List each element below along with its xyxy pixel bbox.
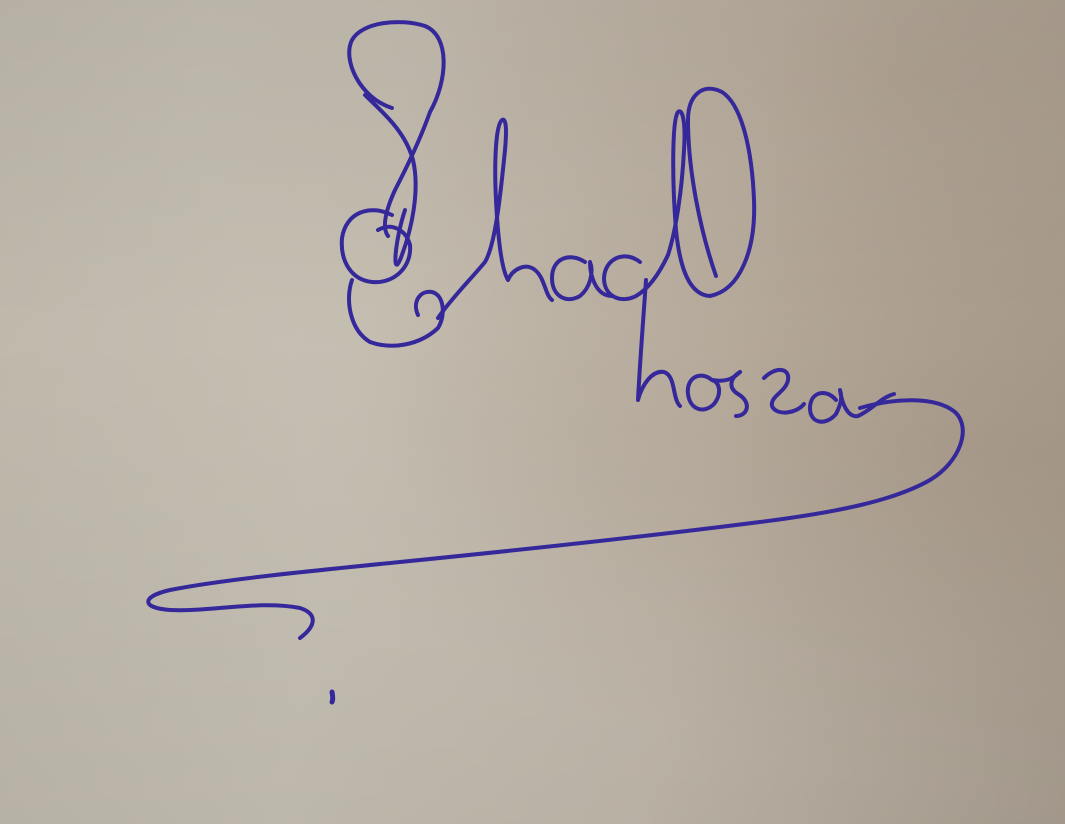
stroke-d-ascender [668, 89, 754, 296]
stroke-d-bowl [604, 255, 668, 299]
stroke-flourish [148, 400, 963, 638]
stroke-lower-loop [349, 280, 443, 346]
stroke-hossan-h [638, 280, 680, 406]
stroke-hossan-an [810, 390, 894, 422]
signature-ink [148, 22, 963, 702]
stroke-h [438, 120, 552, 318]
stroke-hossan-ss [731, 370, 804, 416]
stroke-dot [332, 692, 333, 702]
